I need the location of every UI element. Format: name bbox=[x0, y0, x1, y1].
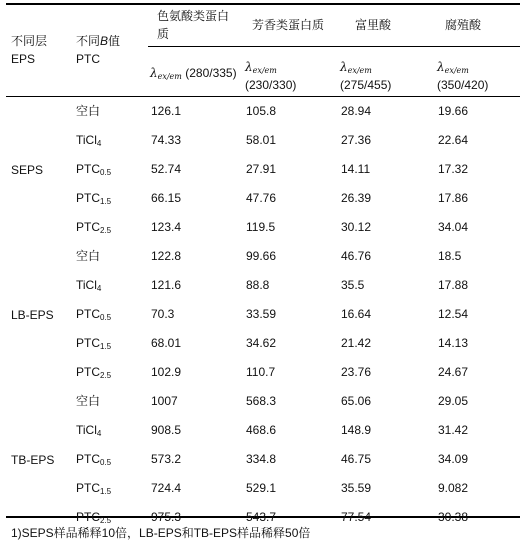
table-row bbox=[0, 126, 526, 155]
table-row bbox=[0, 184, 526, 213]
group-label: TB-EPS bbox=[11, 452, 55, 467]
header-layer-line1: 不同层 bbox=[11, 34, 48, 48]
value-cell: 66.15 bbox=[151, 191, 182, 205]
header-aromatic-title: 芳香类蛋白质 bbox=[252, 18, 325, 32]
value-cell: 34.62 bbox=[246, 336, 277, 350]
value-cell: 35.5 bbox=[341, 278, 365, 292]
header-ptc-line1: 不同B值 bbox=[76, 34, 121, 48]
header-humic-title: 腐殖酸 bbox=[445, 18, 482, 32]
table-row bbox=[0, 97, 526, 126]
value-cell: 110.7 bbox=[246, 365, 276, 379]
value-cell: 105.8 bbox=[246, 104, 277, 118]
value-cell: 975.3 bbox=[151, 510, 182, 524]
value-cell: 34.09 bbox=[438, 452, 469, 466]
header-tryptophan-wavelength: $\lambda_{ex/em}$ (280/335) bbox=[150, 66, 237, 81]
value-cell: 573.2 bbox=[151, 452, 182, 466]
header-humic-range: (350/420) bbox=[437, 78, 489, 92]
value-cell: 19.66 bbox=[438, 104, 469, 118]
value-cell: 35.59 bbox=[341, 481, 372, 495]
value-cell: 26.39 bbox=[341, 191, 372, 205]
value-cell: 28.94 bbox=[341, 104, 372, 118]
value-cell: 88.8 bbox=[246, 278, 270, 292]
treatment-label: 空白 bbox=[76, 249, 101, 263]
table-row bbox=[0, 213, 526, 242]
value-cell: 99.66 bbox=[246, 249, 277, 263]
value-cell: 1007 bbox=[151, 394, 178, 408]
header-ptc-line2: PTC bbox=[76, 52, 100, 66]
treatment-label: $PTC_{2.5}$ bbox=[76, 365, 112, 380]
value-cell: 30.12 bbox=[341, 220, 372, 234]
value-cell: 14.13 bbox=[438, 336, 469, 350]
value-cell: 468.6 bbox=[246, 423, 277, 437]
header-tryptophan-line2: 质 bbox=[157, 27, 170, 41]
table-row bbox=[0, 416, 526, 445]
value-cell: 148.9 bbox=[341, 423, 372, 437]
treatment-label: $PTC_{0.5}$ bbox=[76, 162, 112, 177]
treatment-label: TiCl$_4$ bbox=[76, 278, 102, 293]
value-cell: 102.9 bbox=[151, 365, 182, 379]
header-layer-line2: EPS bbox=[11, 52, 36, 66]
table-row bbox=[0, 242, 526, 271]
value-cell: 31.42 bbox=[438, 423, 469, 437]
table-row bbox=[0, 300, 526, 329]
treatment-label: $PTC_{1.5}$ bbox=[76, 191, 112, 206]
value-cell: 334.8 bbox=[246, 452, 277, 466]
table-row bbox=[0, 329, 526, 358]
value-cell: 12.54 bbox=[438, 307, 469, 321]
treatment-label: TiCl$_4$ bbox=[76, 423, 102, 438]
value-cell: 24.67 bbox=[438, 365, 469, 379]
value-cell: 16.64 bbox=[341, 307, 372, 321]
value-cell: 529.1 bbox=[246, 481, 277, 495]
treatment-label: $PTC_{1.5}$ bbox=[76, 336, 112, 351]
value-cell: 123.4 bbox=[151, 220, 182, 234]
value-cell: 58.01 bbox=[246, 133, 277, 147]
value-cell: 29.05 bbox=[438, 394, 469, 408]
treatment-label: $PTC_{2.5}$ bbox=[76, 220, 112, 235]
header-aromatic-range: (230/330) bbox=[245, 78, 297, 92]
treatment-label: 空白 bbox=[76, 394, 101, 408]
header-fulvic-title: 富里酸 bbox=[355, 18, 392, 32]
group-label: LB-EPS bbox=[11, 307, 54, 322]
table-row bbox=[0, 155, 526, 184]
value-cell: 74.33 bbox=[151, 133, 182, 147]
table-row bbox=[0, 271, 526, 300]
value-cell: 122.8 bbox=[151, 249, 182, 263]
value-cell: 724.4 bbox=[151, 481, 182, 495]
treatment-label: $PTC_{1.5}$ bbox=[76, 481, 112, 496]
group-label: SEPS bbox=[11, 162, 44, 177]
footnote: 1)SEPS样品稀释10倍，LB-EPS和TB-EPS样品稀释50倍 bbox=[11, 526, 311, 540]
value-cell: 9.082 bbox=[438, 481, 469, 495]
value-cell: 126.1 bbox=[151, 104, 182, 118]
table-row bbox=[0, 474, 526, 503]
value-cell: 543.7 bbox=[246, 510, 277, 524]
value-cell: 23.76 bbox=[341, 365, 372, 379]
value-cell: 52.74 bbox=[151, 162, 182, 176]
value-cell: 17.88 bbox=[438, 278, 469, 292]
header-tryptophan-line1: 色氨酸类蛋白 bbox=[157, 9, 230, 23]
header-fulvic-range: (275/455) bbox=[340, 78, 392, 92]
value-cell: 14.11 bbox=[341, 162, 371, 176]
value-cell: 17.86 bbox=[438, 191, 469, 205]
top-rule bbox=[6, 3, 520, 5]
value-cell: 68.01 bbox=[151, 336, 182, 350]
value-cell: 17.32 bbox=[438, 162, 469, 176]
value-cell: 47.76 bbox=[246, 191, 277, 205]
value-cell: 70.3 bbox=[151, 307, 175, 321]
header-subrule bbox=[148, 46, 520, 47]
value-cell: 121.6 bbox=[151, 278, 182, 292]
treatment-label: TiCl$_4$ bbox=[76, 133, 102, 148]
treatment-label: $PTC_{0.5}$ bbox=[76, 452, 112, 467]
table-row bbox=[0, 358, 526, 387]
table-row bbox=[0, 387, 526, 416]
value-cell: 119.5 bbox=[246, 220, 276, 234]
value-cell: 46.75 bbox=[341, 452, 372, 466]
value-cell: 46.76 bbox=[341, 249, 372, 263]
value-cell: 21.42 bbox=[341, 336, 372, 350]
value-cell: 27.36 bbox=[341, 133, 372, 147]
value-cell: 568.3 bbox=[246, 394, 277, 408]
header-humic-wavelength: $\lambda_{ex/em}$ bbox=[437, 60, 469, 75]
value-cell: 30.38 bbox=[438, 510, 469, 524]
treatment-label: 空白 bbox=[76, 104, 101, 118]
header-aromatic-wavelength: $\lambda_{ex/em}$ bbox=[245, 60, 277, 75]
value-cell: 77.54 bbox=[341, 510, 372, 524]
value-cell: 65.06 bbox=[341, 394, 372, 408]
value-cell: 33.59 bbox=[246, 307, 277, 321]
value-cell: 22.64 bbox=[438, 133, 469, 147]
value-cell: 908.5 bbox=[151, 423, 182, 437]
header-fulvic-wavelength: $\lambda_{ex/em}$ bbox=[340, 60, 372, 75]
table-row bbox=[0, 445, 526, 474]
value-cell: 34.04 bbox=[438, 220, 469, 234]
treatment-label: $PTC_{0.5}$ bbox=[76, 307, 112, 322]
value-cell: 27.91 bbox=[246, 162, 277, 176]
value-cell: 18.5 bbox=[438, 249, 462, 263]
treatment-label: $PTC_{2.5}$ bbox=[76, 510, 112, 525]
